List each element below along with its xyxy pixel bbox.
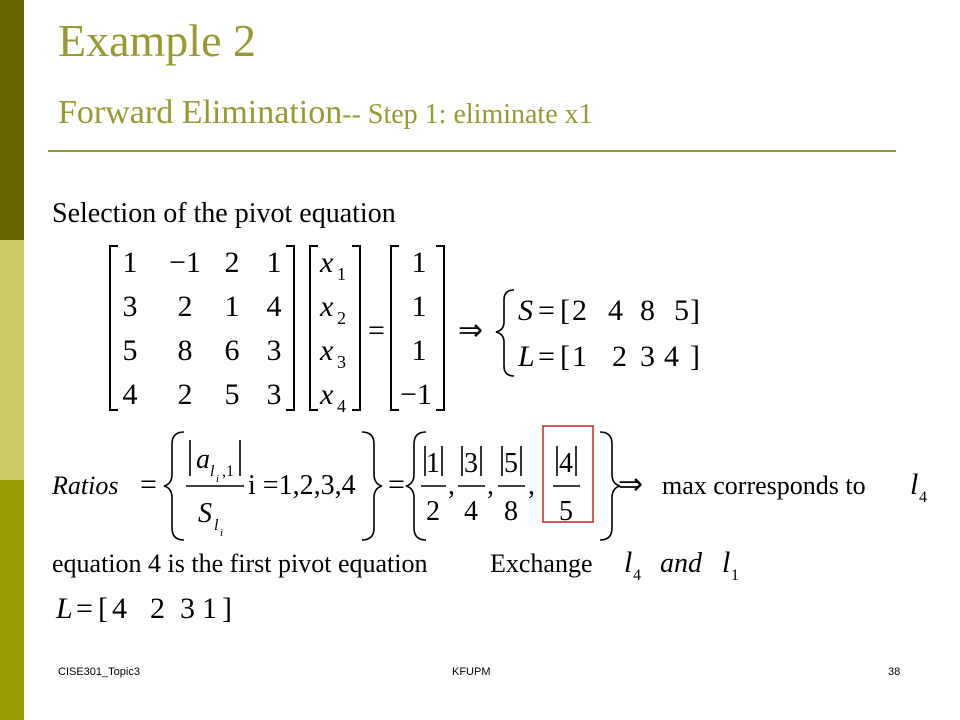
x4-sub: 4 [337, 396, 346, 416]
s-values [572, 294, 689, 327]
implies-arrow-2: ⇒ [618, 468, 644, 501]
l-val-4: 4 [664, 340, 679, 373]
l-values [572, 340, 679, 373]
i-range: i =1,2,3,4 [248, 470, 356, 501]
x3-sub: 3 [337, 352, 346, 372]
a-var: a [196, 444, 210, 475]
vector-x-cells [319, 246, 334, 411]
svg-text:4: 4 [464, 496, 478, 527]
l-val-2: 2 [612, 340, 627, 373]
cell-a31: 5 [122, 334, 138, 367]
cell-a21: 3 [122, 290, 138, 323]
ratios-equals-2: = [388, 468, 405, 501]
cell-a24: 4 [266, 290, 282, 323]
pivot-heading: Selection of the pivot equation [52, 198, 396, 229]
vector-b-cells [400, 246, 432, 411]
slide-title: Example 2 [58, 15, 256, 66]
fraction-4 [553, 446, 580, 527]
equals-sign: = [368, 314, 385, 347]
footer-course: CISE301_Topic3 [58, 666, 140, 678]
svg-text:3: 3 [464, 448, 478, 479]
cell-a33: 6 [224, 334, 240, 367]
svg-text:5: 5 [559, 496, 573, 527]
a-sub-comma: ,1 [222, 463, 234, 480]
matrix-a-cells [123, 246, 282, 411]
s-equals: = [538, 294, 555, 327]
b4: −1 [400, 378, 432, 411]
cell-a34: 3 [266, 334, 282, 367]
footer-institution: KFUPM [452, 666, 491, 678]
conclusion-text: equation 4 is the first pivot equation [52, 549, 428, 578]
l4-var: l [624, 546, 633, 579]
svg-text:5: 5 [504, 448, 518, 479]
footer-page-number: 38 [888, 666, 901, 678]
x2-sub: 2 [337, 308, 346, 328]
s-val-2: 4 [608, 294, 623, 327]
final-l-3: 3 [180, 592, 195, 625]
x1-sub: 1 [337, 264, 346, 284]
l4-result-sub: 4 [919, 489, 927, 506]
and-text: and [660, 548, 702, 579]
l4-result: l [910, 468, 919, 501]
l-equals: = [538, 340, 555, 373]
comma-1: , [448, 470, 455, 501]
l-open-bracket: [ [560, 340, 570, 373]
final-l-values [112, 592, 217, 625]
matrix-a-right-bracket [286, 246, 294, 410]
final-l-equals: = [76, 592, 93, 625]
x3-var: x [320, 334, 334, 367]
ratios-right-brace [362, 432, 382, 540]
fraction-2 [458, 446, 485, 527]
final-l-open: [ [98, 592, 108, 625]
final-l-2: 2 [150, 592, 165, 625]
s-close-bracket: ] [690, 294, 700, 327]
x4-var: x [320, 378, 334, 411]
system-brace [496, 290, 514, 376]
final-l-4: 1 [202, 592, 217, 625]
svg-text:2: 2 [426, 496, 440, 527]
s-val-1: 2 [572, 294, 587, 327]
cell-a23: 1 [224, 290, 240, 323]
comma-3: , [528, 470, 535, 501]
max-text: max corresponds to [662, 471, 866, 500]
cell-a42: 2 [177, 378, 193, 411]
l1-var-sub: 1 [731, 567, 739, 584]
svg-text:1: 1 [426, 448, 440, 479]
x2-var: x [320, 290, 334, 323]
cell-a32: 8 [177, 334, 193, 367]
final-l-1: 4 [112, 592, 127, 625]
s-open-bracket: [ [560, 294, 570, 327]
cell-a22: 2 [177, 290, 193, 323]
ratios-equals: = [140, 468, 157, 501]
final-l-close: ] [222, 592, 232, 625]
s-val-4: 5 [674, 294, 689, 327]
implies-arrow: ⇒ [458, 314, 484, 347]
cell-a43: 5 [224, 378, 240, 411]
fraction-3 [498, 446, 525, 527]
s-den-sub-l: l [214, 517, 219, 534]
cell-a44: 3 [266, 378, 282, 411]
cell-a13: 2 [224, 246, 240, 279]
fraction-1 [421, 446, 446, 527]
matrix-a-left-bracket [110, 246, 118, 410]
subtitle-main: Forward Elimination [58, 94, 343, 131]
s-denominator: S [198, 498, 212, 529]
exchange-text: Exchange [490, 549, 593, 578]
l-label: L [518, 340, 535, 373]
a-sub-l: l [210, 463, 215, 480]
l-close-bracket: ] [690, 340, 700, 373]
fractions-right-brace [600, 432, 620, 540]
s-label: S [518, 294, 533, 327]
l4-var-sub: 4 [633, 567, 641, 584]
subtitle-step: -- Step 1: eliminate x1 [342, 99, 593, 130]
x1-var: x [320, 246, 334, 279]
b1: 1 [411, 246, 427, 279]
ratios-left-brace [164, 432, 184, 540]
ratios-label: Ratios [52, 471, 119, 500]
cell-a41: 4 [122, 378, 138, 411]
cell-a11: 1 [122, 246, 138, 279]
a-sub-i: i [216, 473, 220, 485]
b2: 1 [411, 290, 427, 323]
s-den-sub-i: i [220, 527, 224, 539]
l1-var: l [722, 546, 731, 579]
cell-a14: 1 [266, 246, 282, 279]
svg-text:8: 8 [504, 496, 518, 527]
l-val-1: 1 [572, 340, 587, 373]
b3: 1 [411, 334, 427, 367]
l-val-3: 3 [640, 340, 655, 373]
vector-x-brackets [310, 246, 360, 410]
comma-2: , [487, 470, 494, 501]
vector-x-subscripts [337, 264, 346, 416]
cell-a12: −1 [169, 246, 201, 279]
svg-text:4: 4 [559, 448, 573, 479]
final-l-label: L [56, 592, 73, 625]
s-val-3: 8 [640, 294, 655, 327]
